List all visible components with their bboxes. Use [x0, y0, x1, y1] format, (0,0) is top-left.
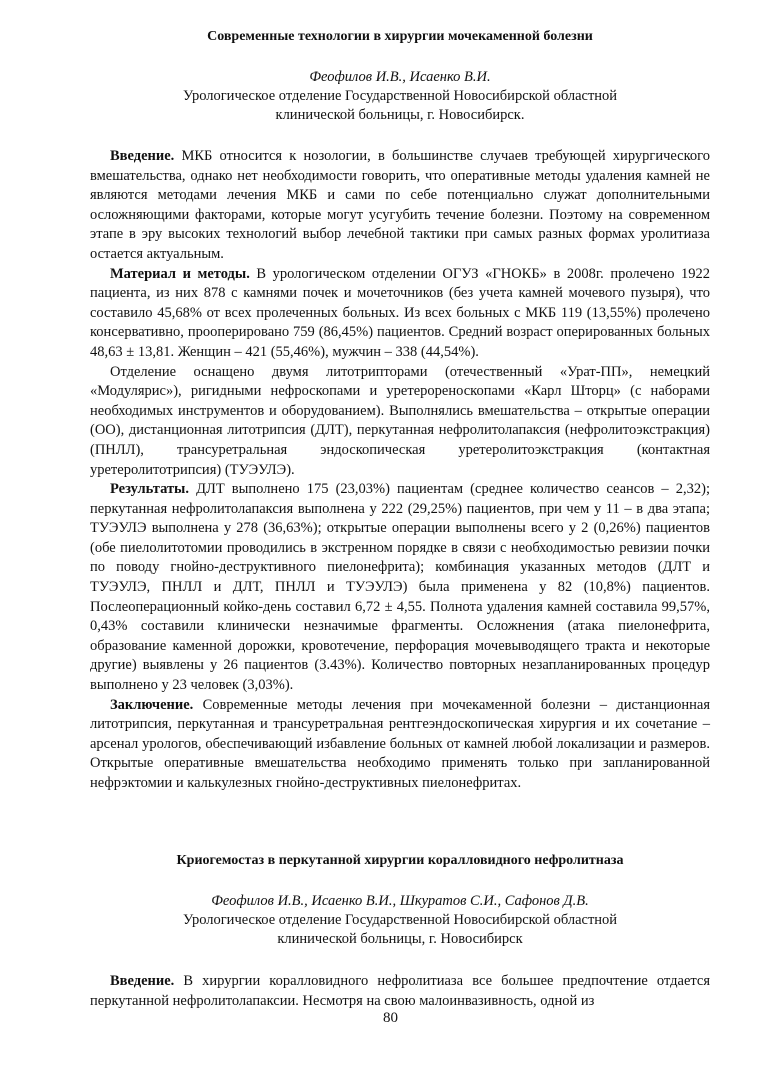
page-number: 80	[383, 1010, 398, 1026]
article-body	[90, 972, 710, 1011]
paragraph-equipment	[90, 363, 710, 481]
article-title: Криогемостаз в перкутанной хирургии коралловидного нефролитназа	[176, 853, 624, 868]
paragraph-text: ДЛТ выполнено 175 (23,03%) пациентам (среднее количество сеансов – 2,32); перкутанная нефролитолапаксия выполнена у 222 (29,25%) пациентов, при чем у 11 – в два этапа; ТУЭУЛЭ выполнена у 278 (36,63%); открытые операции выполнены всего у 2 (0,26%) пациентов (обе пиелолитотомии проводились в экстренном порядке в связи с необходимостью ревизии почки по поводу гнойно-деструктивного пиелонефрита); комбинация указанных методов (ДЛТ и ТУЭУЛЭ, ПНЛЛ и ДЛТ, ПНЛЛ и ТУЭУЛЭ) была применена у 82 (10,8%) пациентов. Послеоперационный койко-день составил 6,72 ± 4,55. Полнота удаления камней составила 99,57%, 0,43% составили клинически незначимые фрагменты. Осложнения (атака пиелонефрита, образование каменной дорожки, кровотечение, перфорация мочевыводящего тракта и некоторые другие) выявлены у 26 пациентов (3.43%). Количество повторных незапланированных процедур выполнено у 23 человек (3,03%).	[90, 481, 710, 694]
article-affiliation: Урологическое отделение Государственной Новосибирской областной клинической больницы, г. Новосибирск.	[182, 88, 618, 123]
article-body	[90, 147, 710, 794]
section-heading: Введение.	[110, 148, 175, 164]
article-title: Современные технологии в хирургии мочекаменной болезни	[207, 29, 593, 44]
paragraph-results	[90, 480, 710, 696]
paragraph-methods	[90, 265, 710, 363]
article-authors: Феофилов И.В., Исаенко В.И.	[309, 69, 491, 85]
section-heading: Заключение.	[110, 696, 194, 713]
article-cryohemostasis	[90, 852, 710, 1011]
paragraph-introduction	[90, 972, 710, 1011]
paragraph-text: В хирургии коралловидного нефролитиаза все большее предпочтение отдается перкутанной нефролитолапаксии. Несмотря на свою малоинвазивность, одной из	[90, 973, 710, 1009]
article-stone-surgery	[90, 28, 710, 794]
paragraph-text: Современные методы лечения при мочекаменной болезни – дистанционная литотрипсия, перкутанная и трансуретральная рентгеэндоскопическая хирургия и их сочетание – арсенал урологов, обеспечивающий избавление больных от камней любой локализации и размеров. Открытые оперативные вмешательства необходимо применять только при запланированной нефрэктомии и калькулезных гнойно-деструктивных пиелонефритах.	[90, 696, 710, 791]
article-authors: Феофилов И.В., Исаенко В.И., Шкуратов С.И., Сафонов Д.В.	[211, 893, 589, 909]
article-affiliation: Урологическое отделение Государственной Новосибирской областной клинической больницы, г. Новосибирск	[182, 912, 618, 947]
paragraph-text: В урологическом отделении ОГУЗ «ГНОКБ» в 2008г. пролечено 1922 пациента, из них 878 с камнями почек и мочеточников (без учета камней мочевого пузыря), что составило 45,68% от всех пролеченных больных. Из всех больных с МКБ 119 (13,55%) пролечено консервативно, прооперировано 759 (86,45%) пациентов. Средний возраст оперированных больных 48,63 ± 13,81. Женщин – 421 (55,46%), мужчин – 338 (44,54%).	[90, 265, 710, 360]
paragraph-text: Отделение оснащено двумя литотрипторами (отечественный «Урат-ПП», немецкий «Модулярис»), ригидными нефроскопами и уретерореноскопами «Карл Шторц» (с наборами необходимых инструментов и оборудованием). Выполнялись вмешательства – открытые операции (ОО), дистанционная литотрипсия (ДЛТ), перкутанная нефролитолапаксия (нефролитоэкстракция) (ПНЛЛ), трансуретральная эндоскопическая уретеролитоэкстракция (контактная уретеролитотрипсия) (ТУЭУЛЭ).	[90, 363, 710, 478]
paragraph-introduction	[90, 147, 710, 265]
paragraph-conclusion	[90, 696, 710, 794]
section-heading: Результаты.	[110, 481, 190, 498]
paragraph-text: МКБ относится к нозологии, в большинстве случаев требующей хирургического вмешательства, однако нет необходимости говорить, что оперативные методы удаления камней не являются методами лечения МКБ и сами по себе потенциально служат дополнительными осложняющими факторами, которые могут усугубить течение болезни. Поэтому на современном этапе в эру высоких технологий выбор лечебной тактики при самых разных формах уролитиаза остается актуальным.	[90, 148, 710, 262]
section-heading: Материал и методы.	[110, 265, 250, 282]
section-heading: Введение.	[110, 973, 175, 989]
